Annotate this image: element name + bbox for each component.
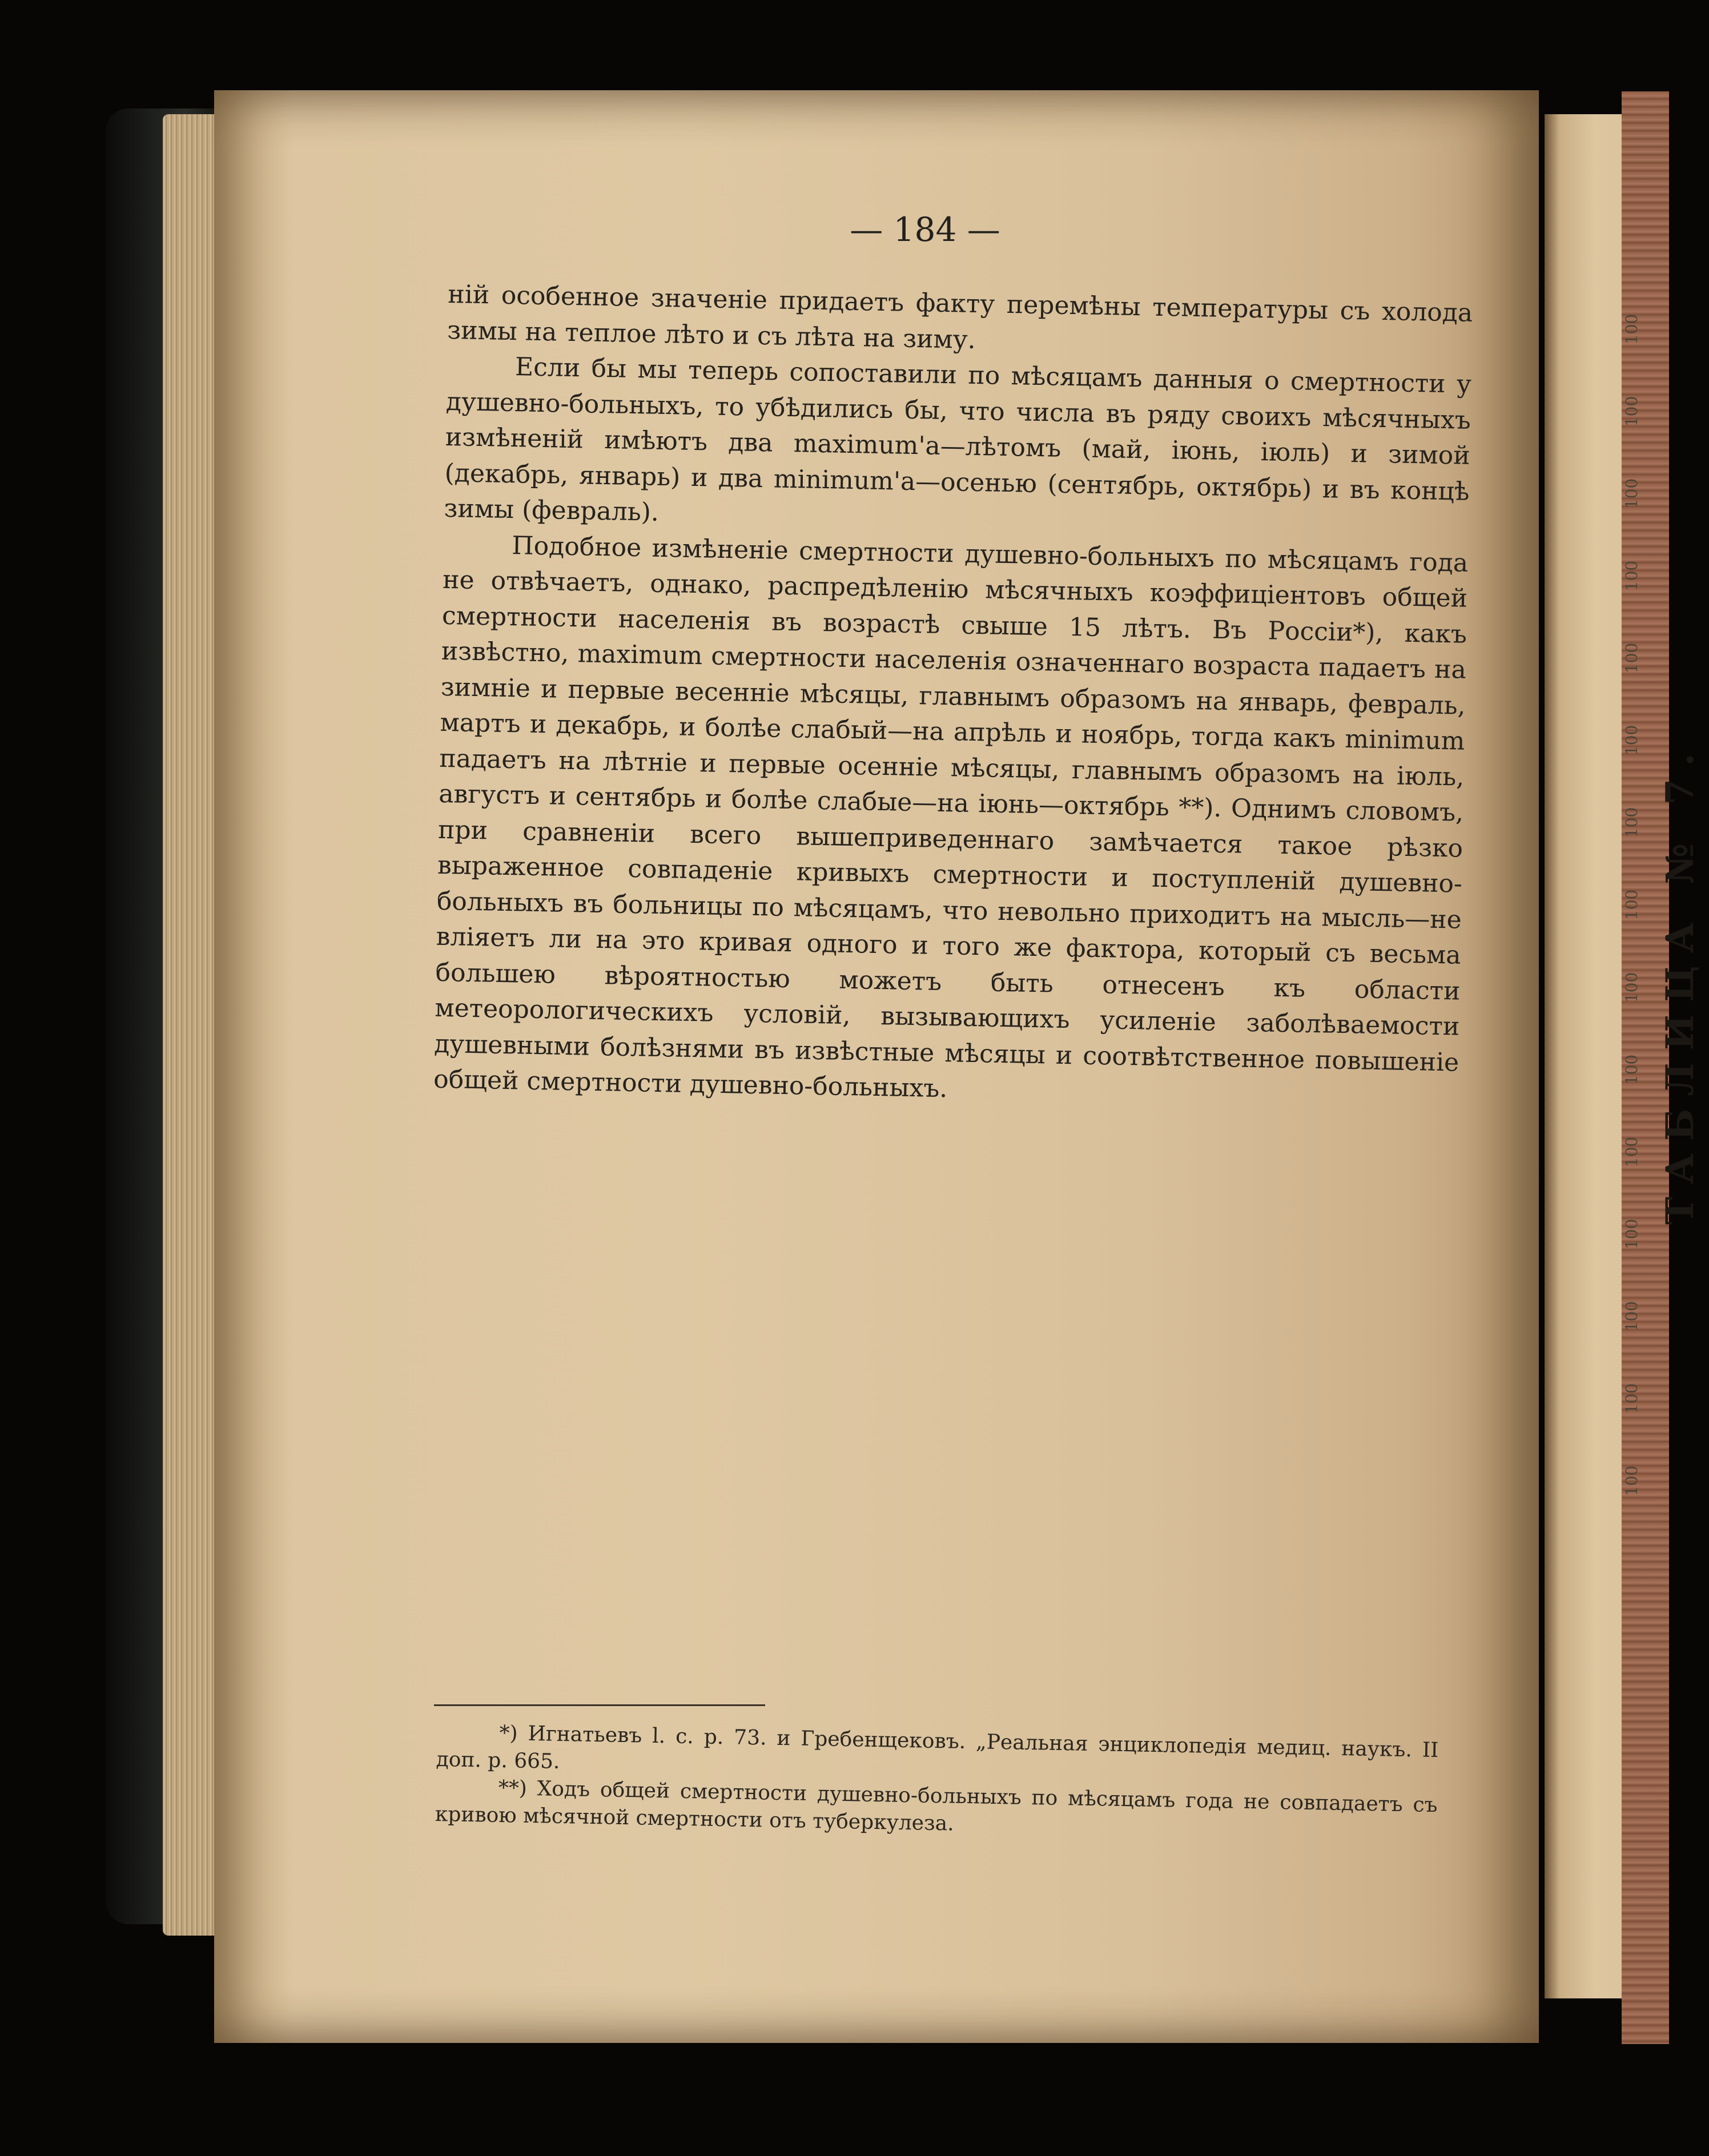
page-body	[433, 277, 1473, 1116]
column-value: 100	[1622, 643, 1642, 674]
footnote: **) Ходъ общей смертности душевно-больныхъ по мѣсяцамъ года не совпадаетъ съ кривою мѣсячной смертности отъ туберкулеза.	[435, 1776, 1438, 1836]
column-value: 100	[1622, 890, 1642, 920]
page-number: — 184 —	[850, 210, 1000, 249]
column-value: 100	[1622, 1383, 1642, 1414]
column-value: 100	[1622, 725, 1642, 756]
column-value: 100	[1622, 1465, 1642, 1497]
column-value: 100	[1622, 396, 1642, 427]
paragraph: Подобное измѣненіе смертности душевно-больныхъ по мѣсяцамъ года не отвѣчаетъ, однако, распредѣленію мѣсячныхъ коэффиціентовъ общей смертности населенія въ возрастѣ свыше 15 лѣтъ. Въ Россіи*), какъ извѣстно, maximum смертности населенія означеннаго возраста падаетъ на зимніе и первые весенніе мѣсяцы, главнымъ образомъ на январь, февраль, мартъ и декабрь, и болѣе слабый—на апрѣль и ноябрь, тогда какъ minimum падаетъ на лѣтніе и первые осенніе мѣсяцы, главнымъ образомъ на іюль, августъ и сентябрь и болѣе слабые—на іюнь—октябрь **). Однимъ словомъ, при сравненіи всего вышеприведеннаго замѣчается такое рѣзко выраженное совпаденіе кривыхъ смертности и поступленій душевно-больныхъ въ больницы по мѣсяцамъ, что невольно приходитъ на мысль—не вліяетъ ли на это кривая одного и того же фактора, который съ весьма большею вѣроятностью можетъ быть отнесенъ къ области метеорологическихъ условій, вызывающихъ усиленіе заболѣваемости душевными болѣзнями въ извѣстные мѣсяцы и соотвѣтственное повышеніе общей смертности душевно-больныхъ.	[433, 530, 1469, 1104]
column-value: 100	[1622, 1054, 1642, 1085]
column-value: 100	[1622, 560, 1642, 592]
column-value: 100	[1622, 1136, 1642, 1167]
column-value: 100	[1622, 1218, 1642, 1249]
facing-page-column-values	[1620, 313, 1643, 1497]
paragraph: Если бы мы теперь сопоставили по мѣсяцамъ данныя о смертности у душевно-больныхъ, то убѣдились бы, что числа въ ряду своихъ мѣсячныхъ измѣненій имѣютъ два maximum'а—лѣтомъ (май, іюнь, іюль) и зимой (декабрь, январь) и два minimum'а—осенью (сентябрь, октябрь) и въ концѣ зимы (февраль).	[444, 352, 1472, 527]
footnotes	[435, 1719, 1438, 1847]
footnote: *) Игнатьевъ l. c. p. 73. и Гребенщековъ. „Реальная энциклопедія медиц. наукъ. II доп. p. 665.	[436, 1721, 1439, 1773]
column-value: 100	[1622, 972, 1642, 1003]
column-value: 100	[1622, 807, 1642, 838]
facing-page-table-title: ТАБЛИЦА № 7.	[1658, 740, 1702, 1225]
paragraph: ній особенное значеніе придаетъ факту перемѣны температуры съ холода зимы на теплое лѣто и съ лѣта на зиму.	[447, 279, 1473, 355]
footnote-divider	[434, 1704, 765, 1706]
column-value: 100	[1622, 478, 1642, 509]
column-value: 100	[1622, 1301, 1642, 1332]
column-value: 100	[1622, 313, 1642, 345]
